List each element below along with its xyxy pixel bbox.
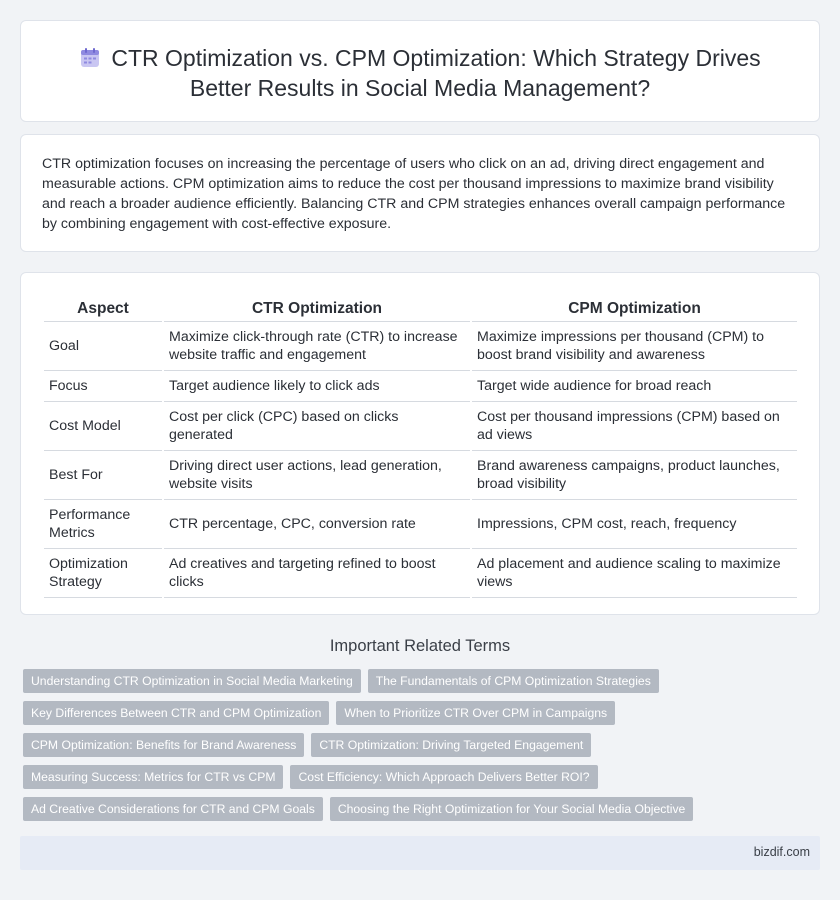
cell-aspect: Goal — [44, 322, 162, 371]
related-term-link[interactable]: Cost Efficiency: Which Approach Delivers Better ROI? — [290, 765, 597, 789]
intro-paragraph: CTR optimization focuses on increasing the percentage of users who click on an ad, driving direct engagement and measurable actions. CPM optimization aims to reduce the cost per thousand impressions to maximize brand visibility and reach a broader audience efficiently. Balancing CTR and CPM strategies enhances overall campaign performance by combining engagement with cost-effective exposure. — [42, 156, 786, 232]
cell-ctr: Driving direct user actions, lead generation, website visits — [164, 451, 470, 500]
tag-row — [23, 797, 813, 821]
cell-ctr: Maximize click-through rate (CTR) to increase website traffic and engagement — [164, 322, 470, 371]
table-row — [44, 322, 797, 371]
table-row — [44, 451, 797, 500]
header-aspect: Aspect — [44, 296, 162, 322]
cell-cpm: Cost per thousand impressions (CPM) based on ad views — [472, 402, 797, 451]
tag-row — [23, 669, 813, 693]
cell-cpm: Maximize impressions per thousand (CPM) to boost brand visibility and awareness — [472, 322, 797, 371]
cell-aspect: Performance Metrics — [44, 500, 162, 549]
title-card — [20, 20, 820, 122]
related-terms-list — [23, 669, 813, 829]
comparison-table-card — [20, 272, 820, 615]
header-cpm: CPM Optimization — [472, 296, 797, 322]
footer — [20, 836, 820, 870]
page-title-wrap — [21, 43, 819, 103]
cell-cpm: Impressions, CPM cost, reach, frequency — [472, 500, 797, 549]
cell-aspect: Cost Model — [44, 402, 162, 451]
related-term-link[interactable]: When to Prioritize CTR Over CPM in Campaigns — [336, 701, 615, 725]
related-terms-heading: Important Related Terms — [329, 637, 511, 655]
tag-row — [23, 701, 813, 725]
related-term-link[interactable]: The Fundamentals of CPM Optimization Strategies — [368, 669, 659, 693]
cell-ctr: Cost per click (CPC) based on clicks generated — [164, 402, 470, 451]
cell-aspect: Focus — [44, 371, 162, 402]
tag-row — [23, 765, 813, 789]
table-row — [44, 500, 797, 549]
header-ctr: CTR Optimization — [164, 296, 470, 322]
related-term-link[interactable]: Understanding CTR Optimization in Social Media Marketing — [23, 669, 361, 693]
cell-cpm: Ad placement and audience scaling to maximize views — [472, 549, 797, 598]
intro-card — [20, 134, 820, 252]
cell-cpm: Target wide audience for broad reach — [472, 371, 797, 402]
related-term-link[interactable]: CTR Optimization: Driving Targeted Engagement — [311, 733, 591, 757]
tag-row — [23, 733, 813, 757]
document-list-icon — [79, 47, 101, 69]
related-term-link[interactable]: Measuring Success: Metrics for CTR vs CPM — [23, 765, 283, 789]
footer-site-link[interactable]: bizdif.com — [753, 845, 810, 859]
cell-ctr: Ad creatives and targeting refined to boost clicks — [164, 549, 470, 598]
related-term-link[interactable]: CPM Optimization: Benefits for Brand Awareness — [23, 733, 304, 757]
cell-aspect: Best For — [44, 451, 162, 500]
cell-ctr: Target audience likely to click ads — [164, 371, 470, 402]
table-row — [44, 549, 797, 598]
related-term-link[interactable]: Key Differences Between CTR and CPM Optimization — [23, 701, 329, 725]
page-title: CTR Optimization vs. CPM Optimization: Which Strategy Drives Better Results in Social Media Management? — [111, 45, 761, 101]
table-row — [44, 371, 797, 402]
cell-aspect: Optimization Strategy — [44, 549, 162, 598]
cell-ctr: CTR percentage, CPC, conversion rate — [164, 500, 470, 549]
related-term-link[interactable]: Choosing the Right Optimization for Your Social Media Objective — [330, 797, 694, 821]
cell-cpm: Brand awareness campaigns, product launches, broad visibility — [472, 451, 797, 500]
table-row — [44, 402, 797, 451]
comparison-table — [42, 296, 799, 598]
related-term-link[interactable]: Ad Creative Considerations for CTR and CPM Goals — [23, 797, 323, 821]
